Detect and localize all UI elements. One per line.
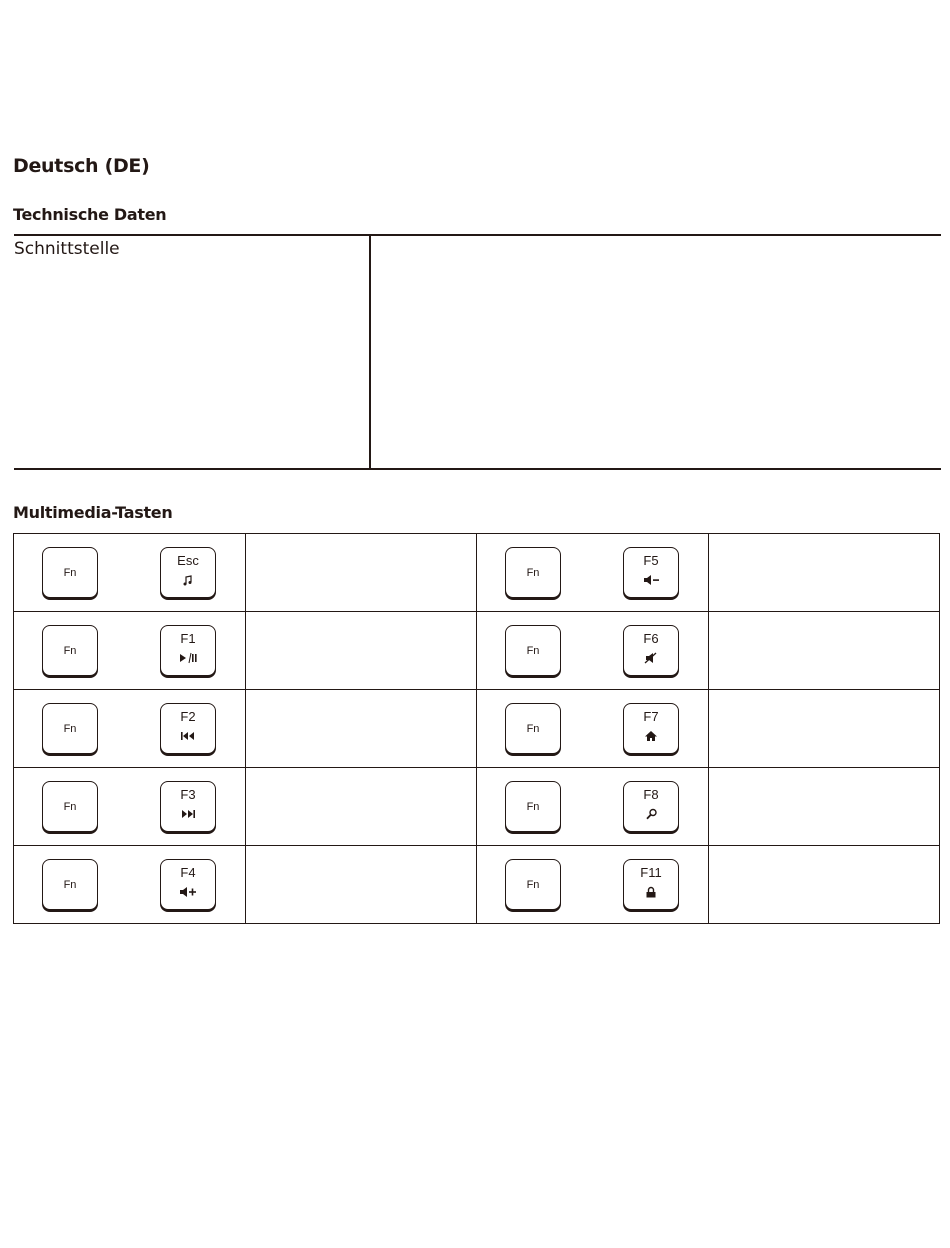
function-key bbox=[623, 781, 679, 832]
function-key bbox=[623, 859, 679, 910]
fn-key-label: Fn bbox=[63, 567, 77, 579]
key-description-cell bbox=[709, 690, 940, 768]
function-key bbox=[160, 547, 216, 598]
function-key bbox=[623, 703, 679, 754]
function-key-label: Esc bbox=[177, 553, 199, 568]
fn-key bbox=[42, 547, 98, 598]
play-pause-icon bbox=[178, 651, 198, 663]
home-icon bbox=[641, 729, 661, 741]
key-combination-cell bbox=[14, 690, 246, 768]
fn-key bbox=[505, 703, 561, 754]
key-combination-cell bbox=[477, 768, 709, 846]
volume-down-icon bbox=[641, 573, 661, 585]
fn-key-label: Fn bbox=[526, 723, 540, 735]
function-key bbox=[623, 547, 679, 598]
fn-key-label: Fn bbox=[63, 645, 77, 657]
key-description-cell bbox=[709, 612, 940, 690]
fn-key bbox=[42, 859, 98, 910]
function-key-label: F8 bbox=[643, 787, 659, 802]
fn-key bbox=[505, 547, 561, 598]
lock-icon bbox=[641, 885, 661, 897]
fn-key-label: Fn bbox=[63, 723, 77, 735]
fn-key-label: Fn bbox=[526, 567, 540, 579]
key-description-cell bbox=[246, 690, 477, 768]
mute-icon bbox=[641, 651, 661, 663]
fn-key bbox=[505, 781, 561, 832]
specs-table bbox=[14, 234, 941, 470]
function-key-label: F6 bbox=[643, 631, 659, 646]
volume-up-icon bbox=[178, 885, 198, 897]
key-combination-cell bbox=[477, 690, 709, 768]
fn-key-label: Fn bbox=[63, 801, 77, 813]
key-combination-cell bbox=[477, 534, 709, 612]
table-row bbox=[14, 612, 940, 690]
fn-key bbox=[42, 703, 98, 754]
multimedia-heading: Multimedia-Tasten bbox=[13, 503, 173, 522]
function-key-label: F11 bbox=[640, 865, 662, 880]
fn-key-label: Fn bbox=[526, 879, 540, 891]
fn-key bbox=[505, 625, 561, 676]
search-icon bbox=[641, 807, 661, 819]
table-row bbox=[14, 846, 940, 924]
function-key-label: F1 bbox=[180, 631, 196, 646]
table-row bbox=[14, 690, 940, 768]
function-key bbox=[160, 859, 216, 910]
key-description-cell bbox=[246, 534, 477, 612]
fn-key-label: Fn bbox=[526, 801, 540, 813]
specs-divider bbox=[369, 236, 371, 468]
function-key bbox=[623, 625, 679, 676]
fn-key bbox=[42, 625, 98, 676]
function-key-label: F5 bbox=[643, 553, 659, 568]
table-row bbox=[14, 768, 940, 846]
key-combination-cell bbox=[14, 768, 246, 846]
function-key bbox=[160, 703, 216, 754]
previous-track-icon bbox=[178, 729, 198, 741]
function-key bbox=[160, 781, 216, 832]
table-row bbox=[14, 534, 940, 612]
fn-key-label: Fn bbox=[526, 645, 540, 657]
function-key-label: F3 bbox=[180, 787, 196, 802]
function-key-label: F4 bbox=[180, 865, 196, 880]
key-description-cell bbox=[246, 768, 477, 846]
fn-key bbox=[42, 781, 98, 832]
next-track-icon bbox=[178, 807, 198, 819]
key-description-cell bbox=[246, 612, 477, 690]
spec-label-interface: Schnittstelle bbox=[14, 239, 120, 259]
function-key bbox=[160, 625, 216, 676]
key-combination-cell bbox=[14, 534, 246, 612]
key-description-cell bbox=[246, 846, 477, 924]
key-combination-cell bbox=[477, 612, 709, 690]
fn-key bbox=[505, 859, 561, 910]
function-key-label: F7 bbox=[643, 709, 659, 724]
key-description-cell bbox=[709, 534, 940, 612]
specs-heading: Technische Daten bbox=[13, 205, 167, 224]
key-combination-cell bbox=[14, 846, 246, 924]
key-combination-cell bbox=[14, 612, 246, 690]
key-description-cell bbox=[709, 846, 940, 924]
multimedia-keys-table bbox=[13, 533, 940, 924]
music-note-icon bbox=[178, 573, 198, 585]
language-heading: Deutsch (DE) bbox=[13, 155, 150, 177]
key-description-cell bbox=[709, 768, 940, 846]
function-key-label: F2 bbox=[180, 709, 196, 724]
fn-key-label: Fn bbox=[63, 879, 77, 891]
key-combination-cell bbox=[477, 846, 709, 924]
